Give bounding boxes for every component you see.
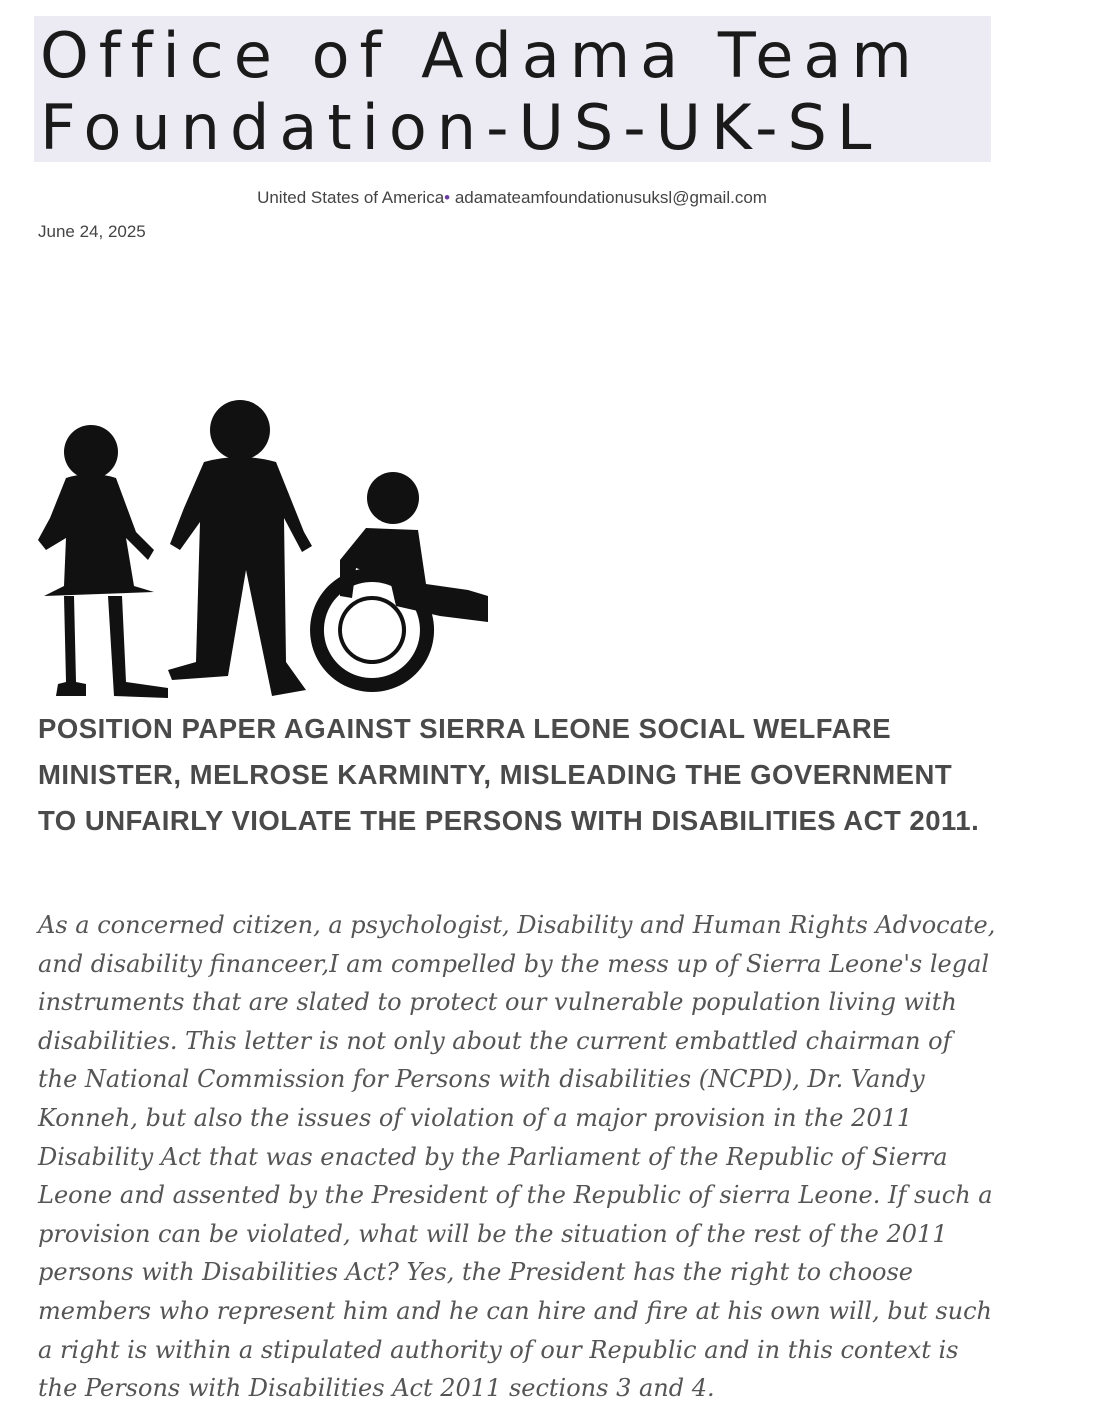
figure-ground-line: [36, 700, 38, 702]
letter-date: June 24, 2025: [38, 222, 146, 241]
man-body: [168, 457, 312, 696]
contact-separator: •: [444, 188, 451, 207]
woman-leg: [108, 596, 168, 698]
disability-people-icon: [36, 400, 488, 704]
contact-line: [0, 188, 1024, 208]
body-paragraph: As a concerned citizen, a psychologist, Disability and Human Rights Advocate, and disability financeer,I am compelled by the mess up of Sierra Leone's legal instruments that are slated to protect our vulnerable population living with disabilities. This letter is not only about the current embattled chairman of the National Commission for Persons with disabilities (NCPD), Dr. Vandy Konneh, but also the issues of violation of a major provision in the 2011 Disability Act that was enacted by the Parliament of the Republic of Sierra Leone and assented by the President of the Republic of sierra Leone. If such a provision can be violated, what will be the situation of the rest of the 2011 persons with Disabilities Act? Yes, the President has the right to choose members who represent him and he can hire and fire at his own will, but such a right is within a stipulated authority of our Republic and in this context is the Persons with Disabilities Act 2011 sections 3 and 4.: [38, 911, 996, 1403]
contact-email: adamateamfoundationusuksl@gmail.com: [454, 188, 767, 207]
organization-name: Office of Adama Team Foundation-US-UK-SL: [40, 19, 922, 164]
wheelchair-user-head: [367, 472, 419, 524]
wheelchair-wheel: [310, 568, 434, 692]
woman-head: [64, 425, 118, 479]
contact-country: United States of America: [257, 188, 445, 207]
man-head: [210, 400, 270, 460]
prosthetic-leg: [56, 596, 86, 696]
paper-title: POSITION PAPER AGAINST SIERRA LEONE SOCIAL WELFARE MINISTER, MELROSE KARMINTY, MISLEADING THE GOVERNMENT TO UNFAIRLY VIOLATE THE PERSONS WITH DISABILITIES ACT 2011.: [38, 713, 980, 836]
letterhead-banner: [34, 16, 991, 162]
woman-body: [38, 474, 154, 596]
